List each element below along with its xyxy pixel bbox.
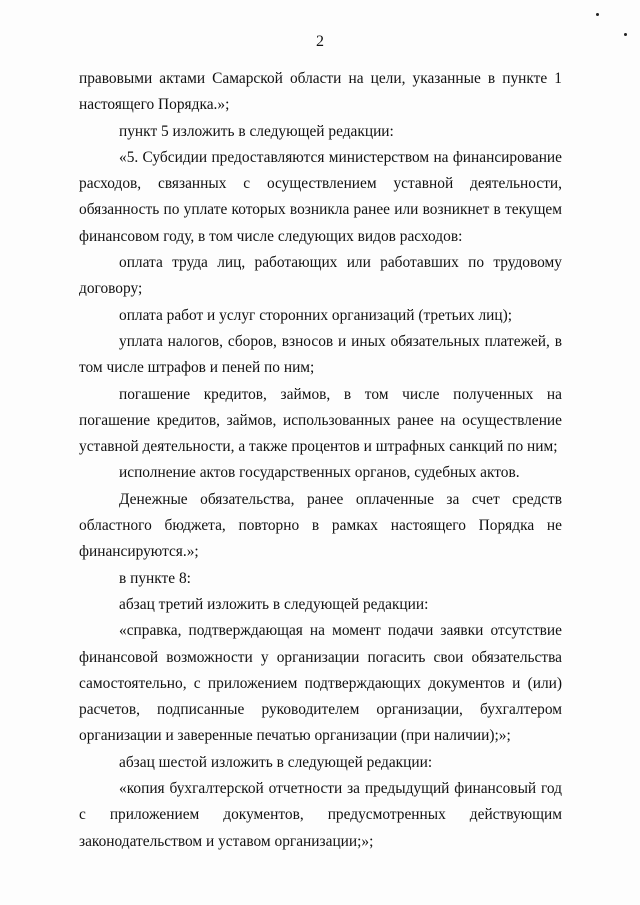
page-number: 2: [316, 33, 324, 50]
paragraph-14: «копия бухгалтерской отчетности за предыдущий финансовый год с приложением документов, предусмотренных действующим законодательством и уставом организации;»;: [79, 780, 562, 850]
document-body: [79, 66, 562, 855]
paragraph-5: оплата работ и услуг сторонних организаций (третьих лиц);: [119, 306, 513, 324]
paragraph-13: абзац шестой изложить в следующей редакции:: [119, 753, 433, 771]
paragraph-6: уплата налогов, сборов, взносов и иных обязательных платежей, в том числе штрафов и пеней по ним;: [79, 332, 562, 377]
paragraph-12: «справка, подтверждающая на момент подачи заявки отсутствие финансовой возможности у организации погасить свои обязательства самостоятельно, с приложением подтверждающих документов и (или) расчетов, подписанные руководителем организации, бухгалтером организации и заверенные печатью организации (при наличии);»;: [79, 622, 562, 745]
paragraph-3: «5. Субсидии предоставляются министерством на финансирование расходов, связанных с осуществлением уставной деятельности, обязанность по уплате которых возникла ранее или возникнет в текущем финансовом году, в том числе следующих видов расходов:: [79, 148, 562, 245]
paragraph-8: исполнение актов государственных органов, судебных актов.: [119, 464, 520, 482]
paragraph-4: оплата труда лиц, работающих или работавших по трудовому договору;: [79, 254, 562, 298]
paragraph-11: абзац третий изложить в следующей редакции:: [119, 595, 429, 613]
scan-speck: [596, 13, 599, 16]
paragraph-9: Денежные обязательства, ранее оплаченные за счет средств областного бюджета, повторно в рамках настоящего Порядка не финансируются.»;: [79, 490, 562, 561]
paragraph-10: в пункте 8:: [119, 569, 191, 587]
paragraph-2: пункт 5 изложить в следующей редакции:: [119, 122, 394, 140]
paragraph-7: погашение кредитов, займов, в том числе полученных на погашение кредитов, займов, использованных ранее на осуществление уставной деятельности, а также процентов и штрафных санкций по ним;: [79, 385, 562, 456]
paragraph-1: правовыми актами Самарской области на цели, указанные в пункте 1 настоящего Порядка.»;: [79, 70, 562, 114]
